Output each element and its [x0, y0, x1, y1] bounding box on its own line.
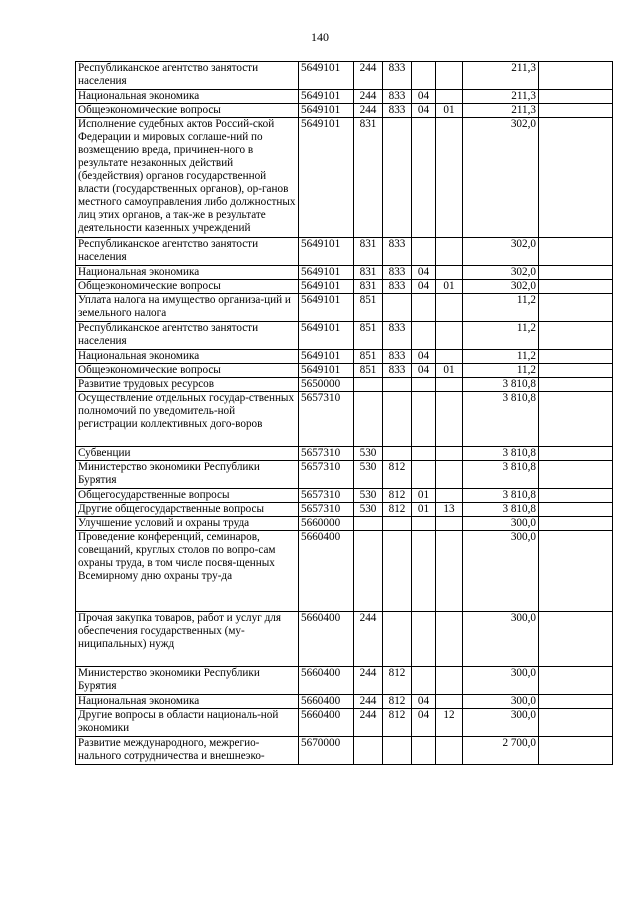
- row-administrator-code: 833: [383, 364, 412, 378]
- row-amount: 11,2: [463, 364, 539, 378]
- row-target-code: 5649101: [299, 104, 354, 118]
- row-section: [412, 461, 436, 489]
- row-extra-column: [539, 118, 613, 238]
- row-target-code: 5649101: [299, 266, 354, 280]
- row-administrator-code: 812: [383, 667, 412, 695]
- row-expense-type: 244: [354, 90, 383, 104]
- table-row: [76, 392, 613, 447]
- row-section: [412, 667, 436, 695]
- table-row: [76, 461, 613, 489]
- row-administrator-code: 812: [383, 461, 412, 489]
- row-section: [412, 517, 436, 531]
- row-subsection: [436, 294, 463, 322]
- row-amount: 3 810,8: [463, 489, 539, 503]
- row-target-code: 5657310: [299, 489, 354, 503]
- row-extra-column: [539, 364, 613, 378]
- row-amount: 3 810,8: [463, 503, 539, 517]
- row-amount: 300,0: [463, 667, 539, 695]
- row-administrator-code: [383, 378, 412, 392]
- row-section: [412, 118, 436, 238]
- row-administrator-code: [383, 447, 412, 461]
- table-row: [76, 62, 613, 90]
- row-target-code: 5657310: [299, 447, 354, 461]
- row-expense-type: 530: [354, 503, 383, 517]
- row-name: Осуществление отдельных государ-ственных полномочий по уведомитель-ной регистрации коллективных дого-воров: [76, 392, 299, 447]
- row-administrator-code: 833: [383, 104, 412, 118]
- row-name: Развитие международного, межрегио-нального сотрудничества и внешнеэко-: [76, 737, 299, 765]
- row-administrator-code: 812: [383, 695, 412, 709]
- row-administrator-code: 812: [383, 503, 412, 517]
- table-row: [76, 118, 613, 238]
- row-name: Прочая закупка товаров, работ и услуг для обеспечения государственных (му-ниципальных) нужд: [76, 612, 299, 667]
- row-amount: 302,0: [463, 280, 539, 294]
- row-section: [412, 378, 436, 392]
- row-target-code: 5649101: [299, 322, 354, 350]
- row-administrator-code: [383, 392, 412, 447]
- row-target-code: 5660400: [299, 531, 354, 612]
- row-subsection: [436, 118, 463, 238]
- table-row: [76, 266, 613, 280]
- row-extra-column: [539, 350, 613, 364]
- row-extra-column: [539, 461, 613, 489]
- row-administrator-code: [383, 531, 412, 612]
- table-row: [76, 517, 613, 531]
- row-subsection: 12: [436, 709, 463, 737]
- row-amount: 3 810,8: [463, 447, 539, 461]
- table-row: [76, 90, 613, 104]
- row-extra-column: [539, 517, 613, 531]
- row-subsection: [436, 517, 463, 531]
- row-expense-type: 244: [354, 709, 383, 737]
- page-number: 140: [311, 30, 329, 44]
- row-amount: 11,2: [463, 294, 539, 322]
- row-expense-type: 244: [354, 62, 383, 90]
- row-target-code: 5649101: [299, 118, 354, 238]
- row-expense-type: [354, 392, 383, 447]
- row-expense-type: [354, 531, 383, 612]
- row-target-code: 5657310: [299, 503, 354, 517]
- row-extra-column: [539, 392, 613, 447]
- row-expense-type: 244: [354, 104, 383, 118]
- row-target-code: 5660400: [299, 695, 354, 709]
- row-section: 04: [412, 90, 436, 104]
- row-target-code: 5649101: [299, 294, 354, 322]
- row-expense-type: [354, 517, 383, 531]
- table-row: [76, 612, 613, 667]
- row-administrator-code: 833: [383, 350, 412, 364]
- row-extra-column: [539, 280, 613, 294]
- row-name: Общегосударственные вопросы: [76, 489, 299, 503]
- row-extra-column: [539, 104, 613, 118]
- row-name: Национальная экономика: [76, 266, 299, 280]
- row-section: [412, 447, 436, 461]
- row-amount: 300,0: [463, 695, 539, 709]
- row-target-code: 5649101: [299, 238, 354, 266]
- row-section: [412, 294, 436, 322]
- table-row: [76, 447, 613, 461]
- row-amount: 3 810,8: [463, 461, 539, 489]
- row-amount: 300,0: [463, 612, 539, 667]
- row-section: 04: [412, 364, 436, 378]
- row-amount: 300,0: [463, 517, 539, 531]
- row-section: [412, 238, 436, 266]
- row-expense-type: 244: [354, 612, 383, 667]
- row-extra-column: [539, 266, 613, 280]
- table-row: [76, 531, 613, 612]
- row-extra-column: [539, 322, 613, 350]
- row-target-code: 5670000: [299, 737, 354, 765]
- row-administrator-code: [383, 517, 412, 531]
- row-extra-column: [539, 667, 613, 695]
- budget-table: [75, 61, 613, 765]
- row-amount: 211,3: [463, 90, 539, 104]
- row-expense-type: 530: [354, 447, 383, 461]
- row-target-code: 5660400: [299, 612, 354, 667]
- row-name: Национальная экономика: [76, 350, 299, 364]
- row-name: Общеэкономические вопросы: [76, 280, 299, 294]
- row-subsection: 01: [436, 280, 463, 294]
- row-expense-type: 530: [354, 461, 383, 489]
- row-target-code: 5650000: [299, 378, 354, 392]
- row-name: Проведение конференций, семинаров, совещаний, круглых столов по вопро-сам охраны труда, в том числе посвя-щенных Всемирному дню охраны тру-да: [76, 531, 299, 612]
- row-extra-column: [539, 447, 613, 461]
- row-subsection: 01: [436, 364, 463, 378]
- row-amount: 302,0: [463, 118, 539, 238]
- table-row: [76, 378, 613, 392]
- row-name: Уплата налога на имущество организа-ций и земельного налога: [76, 294, 299, 322]
- row-administrator-code: 833: [383, 90, 412, 104]
- row-name: Улучшение условий и охраны труда: [76, 517, 299, 531]
- row-name: Республиканское агентство занятости населения: [76, 322, 299, 350]
- row-section: [412, 531, 436, 612]
- row-expense-type: 244: [354, 667, 383, 695]
- row-name: Развитие трудовых ресурсов: [76, 378, 299, 392]
- row-name: Общеэкономические вопросы: [76, 364, 299, 378]
- table-row: [76, 350, 613, 364]
- row-extra-column: [539, 378, 613, 392]
- row-expense-type: 244: [354, 695, 383, 709]
- row-administrator-code: [383, 118, 412, 238]
- table-row: [76, 238, 613, 266]
- row-target-code: 5660000: [299, 517, 354, 531]
- row-administrator-code: [383, 294, 412, 322]
- row-subsection: [436, 531, 463, 612]
- row-name: Министерство экономики Республики Бурятия: [76, 461, 299, 489]
- row-subsection: [436, 238, 463, 266]
- table-row: [76, 489, 613, 503]
- row-name: Общеэкономические вопросы: [76, 104, 299, 118]
- row-subsection: 01: [436, 104, 463, 118]
- row-section: 04: [412, 104, 436, 118]
- table-row: [76, 503, 613, 517]
- row-amount: 3 810,8: [463, 378, 539, 392]
- row-subsection: 13: [436, 503, 463, 517]
- row-section: 04: [412, 280, 436, 294]
- row-amount: 302,0: [463, 266, 539, 280]
- row-expense-type: 851: [354, 294, 383, 322]
- row-subsection: [436, 90, 463, 104]
- row-subsection: [436, 737, 463, 765]
- table-row: [76, 737, 613, 765]
- table-row: [76, 667, 613, 695]
- row-extra-column: [539, 489, 613, 503]
- row-extra-column: [539, 612, 613, 667]
- row-section: 04: [412, 709, 436, 737]
- row-name: Министерство экономики Республики Бурятия: [76, 667, 299, 695]
- row-expense-type: [354, 378, 383, 392]
- table-row: [76, 104, 613, 118]
- row-administrator-code: 812: [383, 489, 412, 503]
- row-extra-column: [539, 294, 613, 322]
- table-row: [76, 364, 613, 378]
- row-amount: 11,2: [463, 350, 539, 364]
- row-extra-column: [539, 531, 613, 612]
- table-row: [76, 294, 613, 322]
- row-extra-column: [539, 238, 613, 266]
- row-section: [412, 612, 436, 667]
- row-section: [412, 392, 436, 447]
- row-subsection: [436, 62, 463, 90]
- row-administrator-code: 833: [383, 322, 412, 350]
- row-expense-type: 831: [354, 238, 383, 266]
- row-section: [412, 62, 436, 90]
- row-amount: 211,3: [463, 62, 539, 90]
- table-row: [76, 709, 613, 737]
- row-section: 04: [412, 695, 436, 709]
- row-amount: 300,0: [463, 531, 539, 612]
- row-administrator-code: 833: [383, 266, 412, 280]
- table-body: [76, 62, 613, 765]
- row-expense-type: 530: [354, 489, 383, 503]
- row-expense-type: 831: [354, 280, 383, 294]
- row-target-code: 5649101: [299, 280, 354, 294]
- row-section: 01: [412, 489, 436, 503]
- row-expense-type: 831: [354, 118, 383, 238]
- row-name: Республиканское агентство занятости населения: [76, 62, 299, 90]
- row-name: Субвенции: [76, 447, 299, 461]
- row-extra-column: [539, 503, 613, 517]
- row-subsection: [436, 667, 463, 695]
- row-subsection: [436, 392, 463, 447]
- row-extra-column: [539, 737, 613, 765]
- row-extra-column: [539, 90, 613, 104]
- row-subsection: [436, 461, 463, 489]
- row-name: Национальная экономика: [76, 695, 299, 709]
- row-name: Другие общегосударственные вопросы: [76, 503, 299, 517]
- row-target-code: 5649101: [299, 62, 354, 90]
- row-target-code: 5657310: [299, 392, 354, 447]
- row-target-code: 5660400: [299, 667, 354, 695]
- row-expense-type: 851: [354, 322, 383, 350]
- row-target-code: 5649101: [299, 364, 354, 378]
- row-expense-type: 851: [354, 364, 383, 378]
- row-section: 04: [412, 350, 436, 364]
- row-target-code: 5649101: [299, 90, 354, 104]
- row-subsection: [436, 612, 463, 667]
- table-row: [76, 280, 613, 294]
- row-expense-type: [354, 737, 383, 765]
- row-extra-column: [539, 709, 613, 737]
- row-subsection: [436, 695, 463, 709]
- row-amount: 3 810,8: [463, 392, 539, 447]
- row-name: Национальная экономика: [76, 90, 299, 104]
- table-row: [76, 322, 613, 350]
- row-subsection: [436, 350, 463, 364]
- row-amount: 300,0: [463, 709, 539, 737]
- row-name: Исполнение судебных актов Россий-ской Федерации и мировых соглаше-ний по возмещению вреда, причинен-ного в результате незаконных действий (бездействия) органов государственной власти (государственных органов), ор-ганов местного самоуправления либо должностных лиц этих органов, а так-же в результате деятельности казенных учреждений: [76, 118, 299, 238]
- row-target-code: 5657310: [299, 461, 354, 489]
- row-extra-column: [539, 695, 613, 709]
- row-subsection: [436, 322, 463, 350]
- row-subsection: [436, 378, 463, 392]
- row-amount: 11,2: [463, 322, 539, 350]
- row-expense-type: 851: [354, 350, 383, 364]
- row-administrator-code: 833: [383, 62, 412, 90]
- row-administrator-code: [383, 737, 412, 765]
- row-name: Республиканское агентство занятости населения: [76, 238, 299, 266]
- row-name: Другие вопросы в области националь-ной экономики: [76, 709, 299, 737]
- row-administrator-code: [383, 612, 412, 667]
- row-subsection: [436, 266, 463, 280]
- table-row: [76, 695, 613, 709]
- row-administrator-code: 833: [383, 238, 412, 266]
- row-amount: 2 700,0: [463, 737, 539, 765]
- row-amount: 302,0: [463, 238, 539, 266]
- row-section: 04: [412, 266, 436, 280]
- row-target-code: 5660400: [299, 709, 354, 737]
- row-subsection: [436, 489, 463, 503]
- row-extra-column: [539, 62, 613, 90]
- row-section: [412, 322, 436, 350]
- row-administrator-code: 833: [383, 280, 412, 294]
- row-expense-type: 831: [354, 266, 383, 280]
- row-section: [412, 737, 436, 765]
- row-amount: 211,3: [463, 104, 539, 118]
- row-administrator-code: 812: [383, 709, 412, 737]
- row-target-code: 5649101: [299, 350, 354, 364]
- row-section: 01: [412, 503, 436, 517]
- row-subsection: [436, 447, 463, 461]
